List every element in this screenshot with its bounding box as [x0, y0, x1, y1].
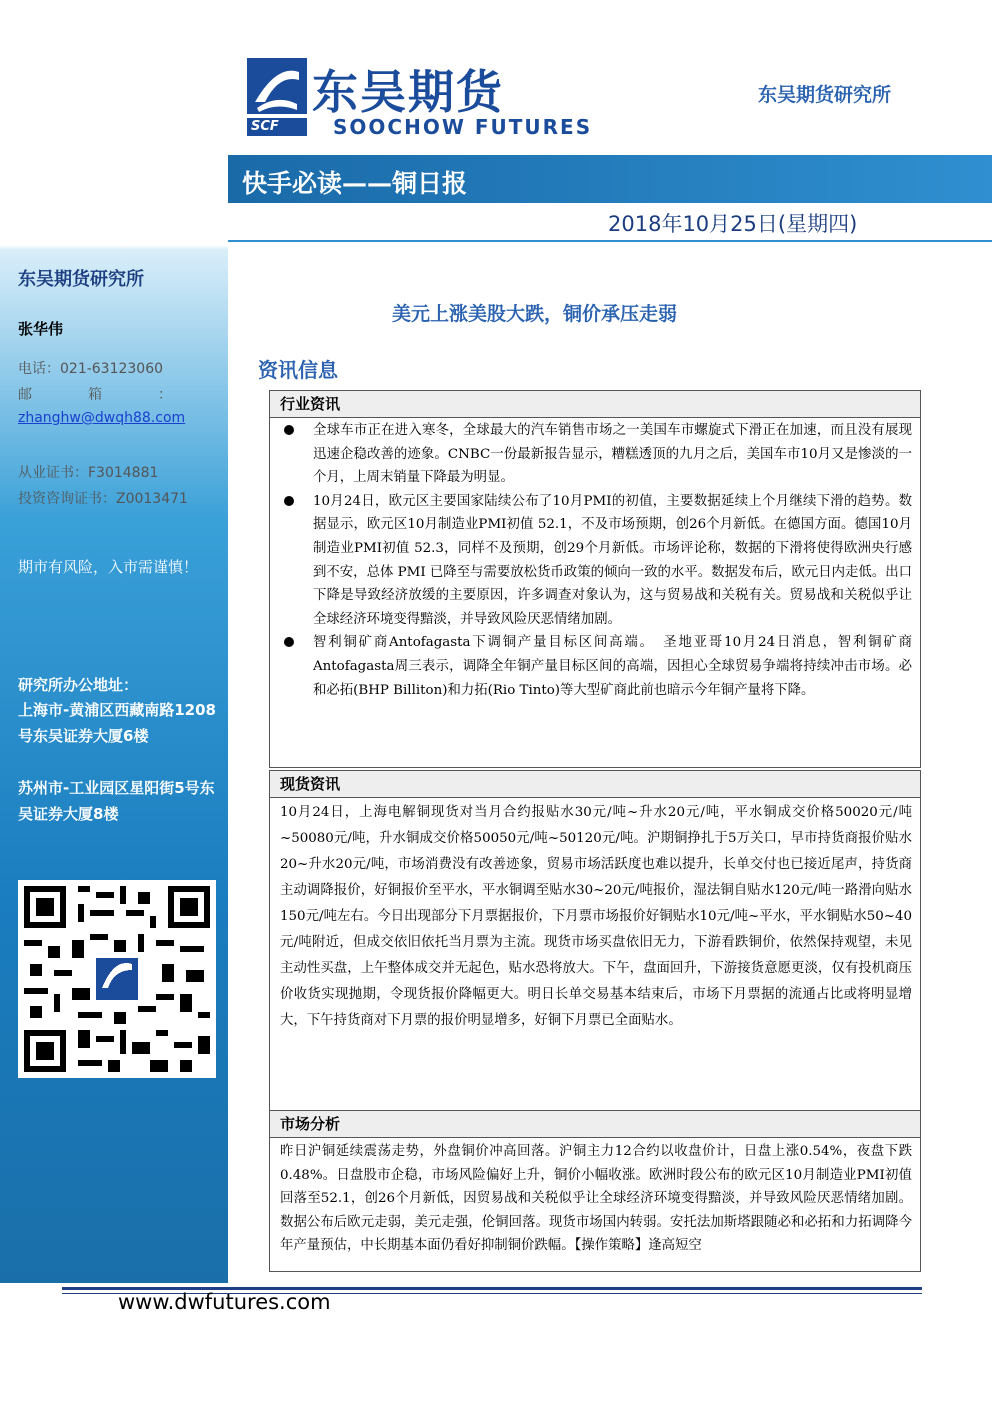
header-institute: 东吴期货研究所 — [758, 84, 892, 106]
industry-news-box — [269, 390, 921, 768]
brand-name-cn: 东吴期货 — [312, 65, 504, 119]
email-label: 邮 箱 ： — [18, 387, 172, 403]
spot-news-text: 10月24日，上海电解铜现货对当月合约报贴水30元/吨~升水20元/吨，平水铜成交价格50020元/吨~50080元/吨，升水铜成交价格50050元/吨~50120元/吨。沪期铜挣扎于5万关口，早市持货商报价贴水20~升水20元/吨，市场消费没有改善迹象，贸易市场活跃度也难以提升，长单交付也已接近尾声，持货商主动调降报价，好铜报价至平水，平水铜调至贴水30~20元/吨报价，湿法铜自贴水120元/吨一路滑向贴水150元/吨左右。今日出现部分下月票据报价，下月票市场报价好铜贴水10元/吨~平水，平水铜贴水50~40元/吨附近，但成交依旧依托当月票为主流。现货市场买盘依旧无力，下游看跌铜价，依然保持观望，未见主动性买盘，上午整体成交并无起色，贴水恐将放大。下午，盘面回升，下游接货意愿更淡，仅有投机商压价收货实现抛期，令现货报价降幅更大。明日长单交易基本结束后，市场下月票据的流通占比或将明显增大，下午持货商对下月票的报价明显增多，好铜下月票已全面贴水。 — [280, 805, 912, 1028]
analyst-email-link[interactable]: zhanghw@dwqh88.com — [18, 410, 186, 426]
list-item: 全球车市正在进入寒冬，全球最大的汽车销售市场之一美国车市螺旋式下滑正在加速，而且没有展现迅速企稳改善的迹象。CNBC一份最新报告显示，糟糕透顶的九月之后，美国车市10月又是惨淡的一个月，上周末销量下降最为明显。 — [270, 419, 920, 490]
license-number: 从业证书：F3014881 — [18, 465, 159, 481]
report-title: 快手必读——铜日报 — [242, 169, 468, 198]
analyst-phone: 电话：021-63123060 — [18, 361, 164, 377]
sidebar — [0, 0, 228, 1283]
market-analysis-text: 昨日沪铜延续震荡走势，外盘铜价冲高回落。沪铜主力12合约以收盘价计，日盘上涨0.54%，夜盘下跌0.48%。日盘股市企稳，市场风险偏好上升，铜价小幅收涨。欧洲时段公布的欧元区10月制造业PMI初值回落至52.1，创26个月新低，因贸易战和关税似乎让全球经济环境变得黯淡，并导致风险厌恶情绪加剧。数据公布后欧元走弱，美元走强，伦铜回落。现货市场国内转弱。安托法加斯塔跟随必和必拓和力拓调降今年产量预估，中长期基本面仍看好抑制铜价跌幅。【操作策略】逢高短空 — [280, 1144, 912, 1253]
risk-warning: 期市有风险，入市需谨慎！ — [18, 558, 199, 576]
footer-website-link[interactable]: www.dwfutures.com — [118, 1290, 331, 1314]
divider — [228, 240, 992, 242]
consult-license-number: 投资咨询证书：Z0013471 — [18, 491, 188, 507]
market-analysis-title: 市场分析 — [270, 1111, 920, 1138]
bullet-icon — [284, 637, 294, 647]
sidebar-institute: 东吴期货研究所 — [18, 269, 144, 290]
industry-news-title: 行业资讯 — [270, 391, 920, 418]
analyst-name: 张华伟 — [18, 320, 64, 338]
brand-badge: SCF — [251, 119, 279, 134]
spot-news-box — [269, 770, 921, 1134]
bullet-icon — [284, 496, 294, 506]
market-analysis-box — [269, 1110, 921, 1272]
brand-name-en: SOOCHOW FUTURES — [333, 115, 593, 139]
report-date: 2018年10月25日(星期四) — [608, 212, 858, 236]
list-item: 10月24日，欧元区主要国家陆续公布了10月PMI的初值，主要数据延续上个月继续下滑的趋势。数据显示，欧元区10月制造业PMI初值 52.1，不及市场预期，创26个月新低。在德国方面。德国10月制造业PMI初值 52.3，同样不及预期，创29个月新低。市场评论称，数据的下滑将使得欧洲央行感到不安，总体 PMI 已降至与需要放松货币政策的倾向一致的水平。数据发布后，欧元日内走低。出口下降是导致经济放缓的主要原因，许多调查对象认为，这与贸易战和关税有关。贸易战和关税似乎让全球经济环境变得黯淡，并导致风险厌恶情绪加剧。 — [270, 490, 920, 632]
qr-code-icon — [18, 880, 216, 1078]
address-shanghai: 上海市-黄浦区西藏南路1208号东吴证券大厦6楼 — [18, 701, 216, 745]
address-title: 研究所办公地址： — [18, 676, 139, 694]
bullet-icon — [284, 425, 294, 435]
section-heading: 资讯信息 — [258, 358, 338, 382]
spot-news-title: 现货资讯 — [270, 771, 920, 798]
address-suzhou: 苏州市-工业园区星阳街5号东吴证券大厦8楼 — [18, 779, 215, 823]
report-headline: 美元上涨美股大跌，铜价承压走弱 — [392, 303, 678, 325]
list-item: 智利铜矿商Antofagasta下调铜产量目标区间高端。 圣地亚哥10月24日消息，智利铜矿商Antofagasta周三表示，调降全年铜产量目标区间的高端，因担心全球贸易争端将持续冲击市场。必和必拓(BHP Billiton)和力拓(Rio Tinto)等大型矿商此前也暗示今年铜产量将下降。 — [270, 631, 920, 702]
